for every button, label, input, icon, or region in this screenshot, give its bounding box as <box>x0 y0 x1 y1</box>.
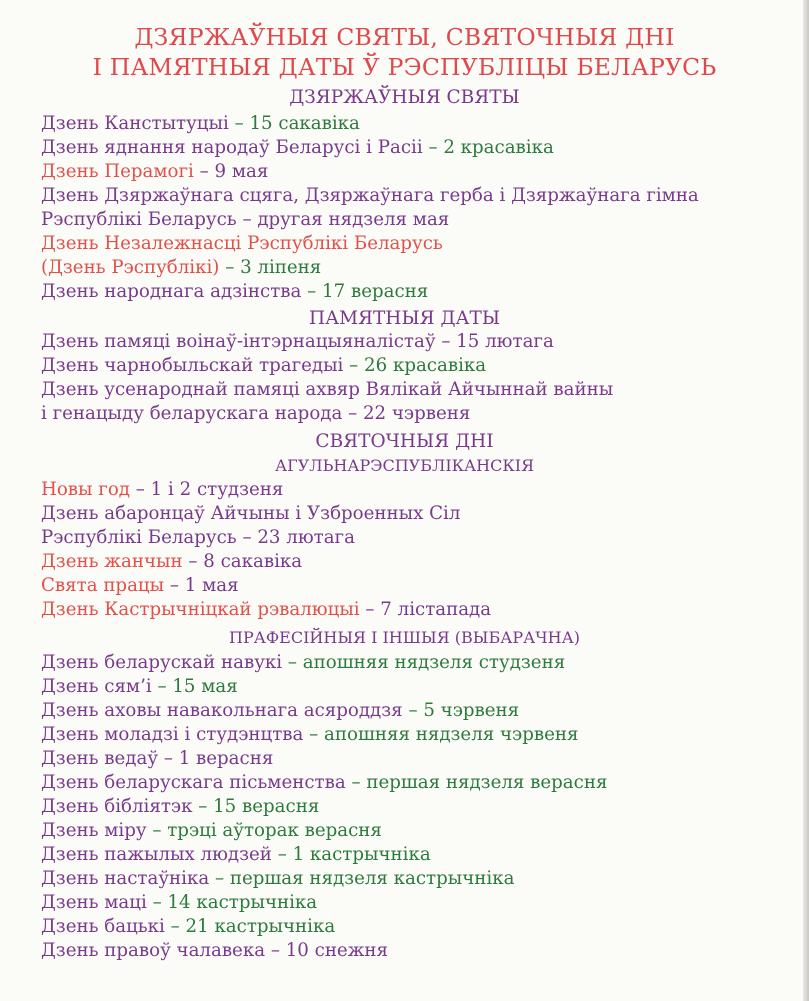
list-item <box>41 502 460 526</box>
holiday-name: (Дзень Рэспублікі) <box>41 257 220 278</box>
list-item <box>41 819 382 843</box>
list-item <box>41 550 302 574</box>
holiday-name: Дзень бацькі <box>41 916 165 937</box>
holiday-name: Дзень памяці воінаў-інтэрнацыяналістаў <box>41 331 436 352</box>
list-item <box>41 574 239 598</box>
holiday-date: – 10 снежня <box>265 940 389 961</box>
subsection-heading-national: АГУЛЬНАРЭСПУБЛІКАНСКІЯ <box>275 456 534 475</box>
list-item <box>41 208 449 232</box>
holiday-date: – 21 кастрычніка <box>164 916 336 937</box>
list-item <box>41 939 388 963</box>
holiday-date: – 8 сакавіка <box>182 551 303 572</box>
holiday-date: – 15 лютага <box>435 331 554 352</box>
list-item <box>41 136 554 160</box>
holiday-name: Дзень усенароднай памяці ахвяр Вялікай Айчыннай вайны <box>41 379 614 400</box>
list-item <box>41 184 699 208</box>
list-item <box>41 651 565 675</box>
holiday-date: – 1 і 2 студзеня <box>129 479 284 500</box>
holiday-name: Новы год <box>41 479 130 500</box>
holiday-name: Дзень ведаў <box>41 748 159 769</box>
list-item <box>41 160 268 184</box>
list-item <box>41 256 321 280</box>
list-item <box>41 598 491 622</box>
holiday-name: Дзень беларускай навукі <box>41 652 283 673</box>
subsection-heading-professional: ПРАФЕСІЙНЫЯ І ІНШЫЯ (ВЫБАРАЧНА) <box>229 628 580 647</box>
holiday-name: Дзень Кастрычніцкай рэвалюцыі <box>41 599 360 620</box>
section-heading-festive-days: СВЯТОЧНЫЯ ДНІ <box>315 431 494 452</box>
list-item <box>41 723 578 747</box>
list-item <box>41 280 428 304</box>
holiday-date: – другая нядзеля мая <box>236 209 450 230</box>
list-item <box>41 771 607 795</box>
holiday-date: – першая нядзеля верасня <box>345 772 608 793</box>
holiday-date: – 14 кастрычніка <box>146 892 318 913</box>
holiday-name: Дзень міру <box>41 820 147 841</box>
holiday-date: – 1 кастрычніка <box>271 844 431 865</box>
holiday-name: Дзень народнага адзінства <box>41 281 302 302</box>
holiday-name: Дзень Незалежнасці Рэспублікі Беларусь <box>41 233 443 254</box>
list-item <box>41 915 335 939</box>
holiday-name: Дзень сям’і <box>41 676 152 697</box>
holiday-name: Дзень абаронцаў Айчыны і Узброенных Сіл <box>41 503 461 524</box>
list-item <box>41 795 319 819</box>
holiday-name: Дзень Перамогі <box>41 161 194 182</box>
list-item <box>41 354 486 378</box>
holiday-name: Дзень моладзі і студэнцтва <box>41 724 304 745</box>
holiday-name: Дзень бібліятэк <box>41 796 193 817</box>
list-item <box>41 675 238 699</box>
holiday-date: – апошняя нядзеля чэрвеня <box>303 724 579 745</box>
holiday-name: Свята працы <box>41 575 165 596</box>
holiday-name: Дзень яднання народаў Беларусі і Расіі <box>41 137 423 158</box>
holiday-name: Дзень чарнобыльскай трагедыі <box>41 355 344 376</box>
holiday-date: – 15 верасня <box>192 796 320 817</box>
holiday-name: Рэспублікі Беларусь <box>41 527 237 548</box>
holiday-date: – 26 красавіка <box>343 355 487 376</box>
list-item <box>41 891 317 915</box>
holiday-name: Дзень жанчын <box>41 551 183 572</box>
list-item <box>41 402 470 426</box>
holiday-name: Дзень маці <box>41 892 147 913</box>
list-item <box>41 747 273 771</box>
holiday-date: – 1 верасня <box>158 748 274 769</box>
holiday-name: Дзень беларускага пісьменства <box>41 772 346 793</box>
holiday-date: – 7 лістапада <box>359 599 492 620</box>
holiday-date: – першая нядзеля кастрычніка <box>209 868 515 889</box>
holiday-date: – 9 мая <box>193 161 269 182</box>
holiday-date: – 22 чэрвеня <box>342 403 471 424</box>
holiday-date: – 15 мая <box>151 676 238 697</box>
list-item <box>41 378 613 402</box>
holiday-name: Дзень аховы навакольнага асяроддзя <box>41 700 403 721</box>
list-item <box>41 699 519 723</box>
main-title-line-1: ДЗЯРЖАЎНЫЯ СВЯТЫ, СВЯТОЧНЫЯ ДНІ <box>134 23 675 51</box>
holiday-name: Дзень пажылых людзей <box>41 844 272 865</box>
page-edge-shadow <box>803 0 809 1001</box>
holiday-date: – 15 сакавіка <box>228 113 360 134</box>
list-item <box>41 867 514 891</box>
main-title-line-2: І ПАМЯТНЫЯ ДАТЫ Ў РЭСПУБЛІЦЫ БЕЛАРУСЬ <box>92 53 717 81</box>
list-item <box>41 232 443 256</box>
section-heading-memorial-dates: ПАМЯТНЫЯ ДАТЫ <box>308 308 501 329</box>
holiday-date: – трэці аўторак верасня <box>146 820 382 841</box>
list-item <box>41 843 431 867</box>
holiday-name: Дзень Дзяржаўнага сцяга, Дзяржаўнага герба і Дзяржаўнага гімна <box>41 185 699 206</box>
list-item <box>41 112 360 136</box>
list-item <box>41 526 355 550</box>
holiday-date: – апошняя нядзеля студзеня <box>282 652 566 673</box>
holiday-date: – 2 красавіка <box>422 137 554 158</box>
list-item <box>41 330 554 354</box>
holiday-name: Дзень настаўніка <box>41 868 210 889</box>
holiday-name: Дзень правоў чалавека <box>41 940 266 961</box>
list-item <box>41 478 283 502</box>
holiday-name: Рэспублікі Беларусь <box>41 209 237 230</box>
holiday-date: – 23 лютага <box>236 527 355 548</box>
holiday-name: і генацыду беларускага народа <box>41 403 343 424</box>
section-heading-state-holidays: ДЗЯРЖАЎНЫЯ СВЯТЫ <box>289 87 520 108</box>
holiday-date: – 17 верасня <box>301 281 429 302</box>
holiday-date: – 5 чэрвеня <box>402 700 520 721</box>
holiday-name: Дзень Канстытуцыі <box>41 113 229 134</box>
holiday-date: – 3 ліпеня <box>219 257 322 278</box>
holiday-date: – 1 мая <box>164 575 239 596</box>
